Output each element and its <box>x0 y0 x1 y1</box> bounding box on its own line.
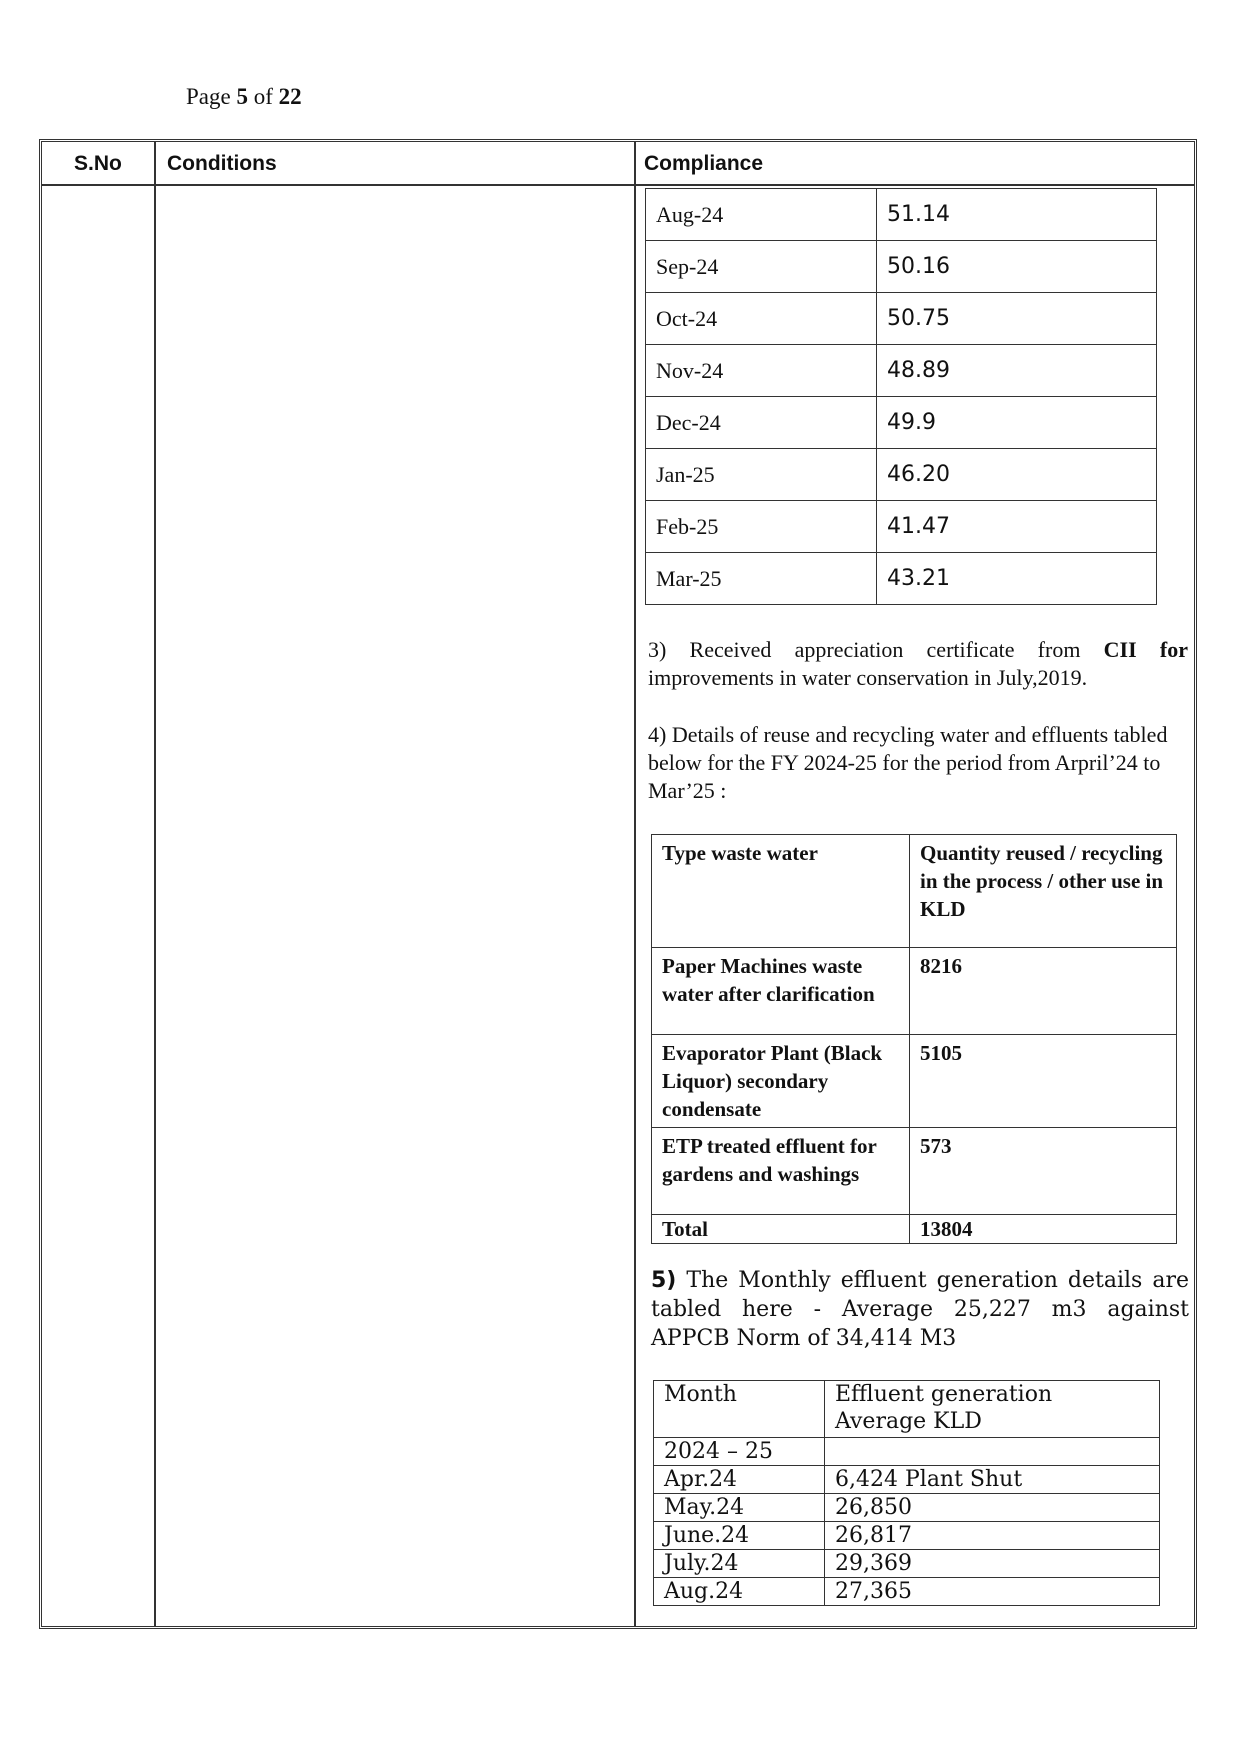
page-number: Page 5 of 22 <box>186 84 302 109</box>
point-5-text: 5) The Monthly effluent generation details are tabled here - Average 25,227 m3 against APPCB Norm of 34,414 M3 <box>651 1268 1189 1351</box>
table-row: Aug-24 51.14 <box>646 189 1157 241</box>
column-divider <box>634 142 636 1626</box>
compliance-header: Compliance <box>644 152 764 175</box>
column-divider <box>154 142 156 1626</box>
effluent-table <box>653 1380 1160 1606</box>
table-row: Evaporator Plant (Black Liquor) secondary condensate 5105 <box>652 1035 1177 1128</box>
table-row: 2024 – 25 <box>654 1438 1160 1466</box>
table-row: Feb-25 41.47 <box>646 501 1157 553</box>
table-row: Mar-25 43.21 <box>646 553 1157 605</box>
table-row: Month Effluent generation Average KLD <box>654 1381 1160 1438</box>
table-header <box>42 142 1194 186</box>
table-row: May.24 26,850 <box>654 1494 1160 1522</box>
table-row: Paper Machines waste water after clarification 8216 <box>652 948 1177 1035</box>
sno-header: S.No <box>74 152 122 175</box>
monthly-values-table <box>645 188 1157 605</box>
table-row: Jan-25 46.20 <box>646 449 1157 501</box>
table-row: Apr.24 6,424 Plant Shut <box>654 1466 1160 1494</box>
point-3-text: 3) Received appreciation certificate from CII for improvements in water conservation in July,2019. <box>648 637 1188 690</box>
table-row: ETP treated effluent for gardens and washings 573 <box>652 1128 1177 1215</box>
table-row: Nov-24 48.89 <box>646 345 1157 397</box>
table-row: Total 13804 <box>652 1215 1177 1244</box>
table-row: June.24 26,817 <box>654 1522 1160 1550</box>
reuse-table <box>651 834 1177 1244</box>
conditions-header: Conditions <box>167 152 277 175</box>
table-row: July.24 29,369 <box>654 1550 1160 1578</box>
table-row: Aug.24 27,365 <box>654 1578 1160 1606</box>
table-row: Type waste water Quantity reused / recycling in the process / other use in KLD <box>652 835 1177 948</box>
table-row: Sep-24 50.16 <box>646 241 1157 293</box>
table-row: Oct-24 50.75 <box>646 293 1157 345</box>
point-4-text: 4) Details of reuse and recycling water and effluents tabled below for the FY 2024-25 for the period from Arpril’24 to Mar’25 : <box>648 722 1168 803</box>
table-row: Dec-24 49.9 <box>646 397 1157 449</box>
